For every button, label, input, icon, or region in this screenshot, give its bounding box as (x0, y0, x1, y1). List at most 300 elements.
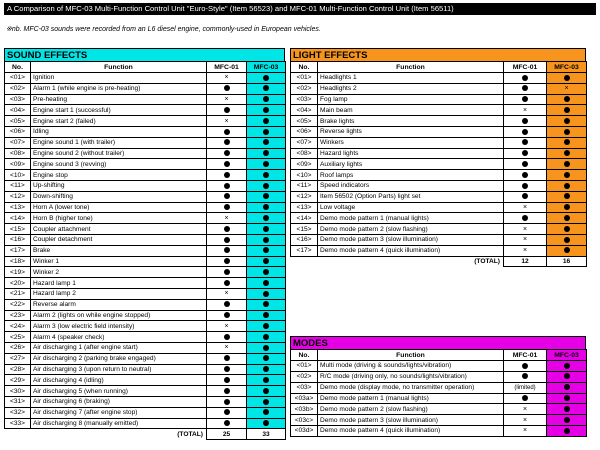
mfc01-cell (207, 396, 247, 407)
table-row (291, 234, 587, 245)
check-dot-icon (224, 172, 230, 178)
check-dot-icon (522, 129, 528, 135)
check-dot-icon (522, 363, 528, 369)
row-number: <17> (5, 245, 31, 256)
row-function: Air discharging 3 (upon return to neutral) (31, 364, 207, 375)
mfc03-cell (547, 393, 587, 404)
row-function: Low voltage (318, 202, 504, 213)
row-function: Demo mode pattern 4 (quick illumination) (318, 425, 504, 436)
row-number: <07> (291, 137, 318, 148)
row-function: Demo mode pattern 2 (slow flashing) (318, 404, 504, 415)
check-dot-icon (224, 258, 230, 264)
check-dot-icon (564, 204, 570, 210)
row-function: Coupler attachment (31, 224, 207, 235)
check-dot-icon (564, 139, 570, 145)
check-dot-icon (263, 139, 269, 145)
check-dot-icon (224, 420, 230, 426)
check-dot-icon (564, 417, 570, 423)
check-dot-icon (522, 183, 528, 189)
check-dot-icon (263, 204, 269, 210)
cross-mark: × (224, 74, 229, 82)
row-function: Headlights 1 (318, 73, 504, 84)
table-row (291, 404, 587, 415)
mfc01-cell (504, 191, 547, 202)
mfc03-cell (247, 245, 286, 256)
row-number: <12> (291, 191, 318, 202)
light-effects-rows (291, 73, 587, 257)
row-number: <18> (5, 256, 31, 267)
col-header-no: No. (291, 62, 318, 73)
table-header-row (291, 62, 587, 73)
row-number: <01> (291, 73, 318, 84)
mfc03-cell (247, 234, 286, 245)
table-row (291, 126, 587, 137)
check-dot-icon (263, 334, 269, 340)
mfc03-cell (547, 180, 587, 191)
mfc03-cell (247, 213, 286, 224)
mfc01-cell (207, 116, 247, 127)
row-number: <04> (291, 105, 318, 116)
mfc01-cell (504, 180, 547, 191)
check-dot-icon (522, 373, 528, 379)
table-row (291, 180, 587, 191)
table-row (291, 159, 587, 170)
check-dot-icon (564, 395, 570, 401)
check-dot-icon (224, 204, 230, 210)
sound-effects-rows (5, 73, 286, 429)
mfc03-cell (247, 180, 286, 191)
col-header-no: No. (5, 62, 31, 73)
table-row (5, 267, 286, 278)
cross-mark: × (224, 117, 229, 125)
row-number: <10> (5, 170, 31, 181)
check-dot-icon (564, 215, 570, 221)
row-function: Demo mode (display mode, no transmitter operation) (318, 382, 504, 393)
mfc03-cell (247, 83, 286, 94)
mfc01-cell (504, 245, 547, 256)
mfc03-cell (247, 353, 286, 364)
row-function: Speed indicators (318, 180, 504, 191)
table-row (291, 105, 587, 116)
table-row (5, 224, 286, 235)
mfc01-cell (207, 375, 247, 386)
cross-mark: × (224, 322, 229, 330)
check-dot-icon (263, 172, 269, 178)
mfc03-cell (247, 116, 286, 127)
check-dot-icon (263, 129, 269, 135)
total-mfc03: 33 (247, 429, 286, 440)
mfc01-cell (207, 418, 247, 429)
col-header-mfc01: MFC-01 (504, 62, 547, 73)
check-dot-icon (263, 280, 269, 286)
check-dot-icon (564, 247, 570, 253)
table-row (5, 180, 286, 191)
mfc03-cell (547, 361, 587, 372)
check-dot-icon (564, 172, 570, 178)
check-dot-icon (263, 258, 269, 264)
row-function: Alarm 2 (lights on while engine stopped) (31, 310, 207, 321)
mfc03-cell (247, 375, 286, 386)
check-dot-icon (522, 96, 528, 102)
mfc03-cell (247, 159, 286, 170)
row-function: Air discharging 1 (after engine start) (31, 342, 207, 353)
cross-mark: × (564, 85, 569, 93)
table-row (291, 371, 587, 382)
total-mfc01: 12 (504, 256, 547, 267)
row-function: Demo mode pattern 4 (quick illumination) (318, 245, 504, 256)
row-function: Reverse alarm (31, 299, 207, 310)
mfc01-cell (504, 224, 547, 235)
table-row (5, 126, 286, 137)
mfc03-cell (547, 159, 587, 170)
row-number: <03> (5, 94, 31, 105)
check-dot-icon (263, 355, 269, 361)
mfc01-cell (207, 310, 247, 321)
cross-mark: × (522, 203, 528, 211)
mfc03-cell (247, 137, 286, 148)
check-dot-icon (522, 172, 528, 178)
cross-mark: × (522, 236, 528, 244)
row-number: <23> (5, 310, 31, 321)
mfc03-cell (547, 404, 587, 415)
check-dot-icon (522, 85, 528, 91)
mfc03-cell (247, 386, 286, 397)
check-dot-icon (263, 96, 269, 102)
mfc03-cell (547, 234, 587, 245)
check-dot-icon (224, 377, 230, 383)
mfc01-cell (504, 234, 547, 245)
row-function: Demo mode pattern 1 (manual lights) (318, 393, 504, 404)
mfc01-cell (504, 137, 547, 148)
mfc01-cell (207, 105, 247, 116)
row-function: Up-shifting (31, 180, 207, 191)
table-row (5, 321, 286, 332)
check-dot-icon (564, 193, 570, 199)
modes-rows (291, 361, 587, 437)
check-dot-icon (224, 409, 230, 415)
check-dot-icon (564, 373, 570, 379)
check-dot-icon (263, 301, 269, 307)
check-dot-icon (224, 366, 230, 372)
cell-text: (limited) (514, 384, 536, 391)
table-row (5, 159, 286, 170)
row-number: <07> (5, 137, 31, 148)
table-row (5, 288, 286, 299)
mfc01-cell (207, 137, 247, 148)
mfc01-cell (504, 148, 547, 159)
row-function: Winker 2 (31, 267, 207, 278)
check-dot-icon (263, 118, 269, 124)
col-header-mfc03: MFC-03 (247, 62, 286, 73)
row-function: Multi mode (driving & sounds/lights/vibration) (318, 361, 504, 372)
cross-mark: × (522, 106, 528, 114)
table-row (5, 213, 286, 224)
table-row (5, 245, 286, 256)
mfc01-cell (207, 94, 247, 105)
row-function: Roof lamps (318, 170, 504, 181)
mfc01-cell (207, 278, 247, 289)
row-function: Demo mode pattern 2 (slow flashing) (318, 224, 504, 235)
table-row (5, 364, 286, 375)
table-row (291, 382, 587, 393)
row-function: Alarm 1 (while engine is pre-heating) (31, 83, 207, 94)
row-function: Brake (31, 245, 207, 256)
row-number: <26> (5, 342, 31, 353)
row-function: Brake lights (318, 116, 504, 127)
row-function: Air discharging 7 (after engine stop) (31, 407, 207, 418)
row-number: <14> (5, 213, 31, 224)
mfc03-cell (547, 94, 587, 105)
check-dot-icon (564, 118, 570, 124)
mfc03-cell (547, 371, 587, 382)
mfc03-cell (247, 321, 286, 332)
table-row (5, 73, 286, 84)
mfc03-cell (247, 202, 286, 213)
row-number: <24> (5, 321, 31, 332)
mfc03-cell (247, 73, 286, 84)
row-function: Engine start 2 (failed) (31, 116, 207, 127)
row-function: Engine stop (31, 170, 207, 181)
row-number: <08> (291, 148, 318, 159)
sound-effects-panel (4, 48, 285, 440)
check-dot-icon (263, 323, 269, 329)
row-number: <13> (291, 202, 318, 213)
table-row (5, 202, 286, 213)
check-dot-icon (564, 150, 570, 156)
check-dot-icon (263, 409, 269, 415)
row-number: <03> (291, 94, 318, 105)
row-function: Coupler detachment (31, 234, 207, 245)
row-function: R/C mode (driving only, no sounds/lights/vibration) (318, 371, 504, 382)
row-number: <29> (5, 375, 31, 386)
row-number: <06> (291, 126, 318, 137)
row-number: <01> (5, 73, 31, 84)
row-function: Engine sound 1 (with trailer) (31, 137, 207, 148)
mfc01-cell (207, 321, 247, 332)
mfc03-cell (247, 396, 286, 407)
row-number: <28> (5, 364, 31, 375)
mfc03-cell (547, 126, 587, 137)
mfc03-cell (247, 288, 286, 299)
mfc03-cell (547, 191, 587, 202)
mfc03-cell (247, 126, 286, 137)
check-dot-icon (263, 161, 269, 167)
row-function: Item 56502 (Option Parts) light set (318, 191, 504, 202)
footnote: ※nb. MFC-03 sounds were recorded from an L6 diesel engine, commonly-used in European vehicles. (6, 26, 321, 33)
table-row (5, 386, 286, 397)
light-effects-panel (290, 48, 586, 267)
check-dot-icon (224, 226, 230, 232)
mfc03-cell (247, 148, 286, 159)
check-dot-icon (224, 150, 230, 156)
mfc03-cell (247, 278, 286, 289)
row-number: <14> (291, 213, 318, 224)
cross-mark: × (522, 225, 528, 233)
sound-effects-table (4, 61, 286, 440)
check-dot-icon (224, 399, 230, 405)
check-dot-icon (224, 269, 230, 275)
mfc01-cell (504, 361, 547, 372)
row-function: Air discharging 5 (when running) (31, 386, 207, 397)
modes-title: MODES (290, 336, 586, 349)
check-dot-icon (564, 96, 570, 102)
check-dot-icon (522, 139, 528, 145)
table-row (5, 94, 286, 105)
mfc01-cell (207, 245, 247, 256)
row-number: <09> (291, 159, 318, 170)
row-number: <16> (291, 234, 318, 245)
col-header-mfc03: MFC-03 (547, 350, 587, 361)
row-function: Air discharging 8 (manually emitted) (31, 418, 207, 429)
row-number: <15> (5, 224, 31, 235)
row-function: Demo mode pattern 3 (slow illumination) (318, 234, 504, 245)
mfc01-cell (207, 159, 247, 170)
table-row (291, 94, 587, 105)
mfc01-cell (504, 425, 547, 436)
col-header-function: Function (318, 62, 504, 73)
mfc03-cell (547, 202, 587, 213)
mfc03-cell (247, 407, 286, 418)
table-row (291, 83, 587, 94)
table-row (291, 224, 587, 235)
mfc01-cell (207, 256, 247, 267)
check-dot-icon (522, 215, 528, 221)
row-number: <25> (5, 332, 31, 343)
mfc01-cell (504, 382, 547, 393)
row-function: Ignition (31, 73, 207, 84)
row-function: Engine sound 3 (revving) (31, 159, 207, 170)
table-row (5, 170, 286, 181)
row-function: Main beam (318, 105, 504, 116)
mfc03-cell (547, 382, 587, 393)
mfc01-cell (504, 94, 547, 105)
mfc03-cell (547, 116, 587, 127)
row-function: Air discharging 2 (parking brake engaged) (31, 353, 207, 364)
mfc01-cell (504, 116, 547, 127)
row-function: Hazard lamp 2 (31, 288, 207, 299)
row-number: <31> (5, 396, 31, 407)
cross-mark: × (224, 290, 229, 298)
table-row (291, 137, 587, 148)
row-number: <02> (291, 83, 318, 94)
table-row (291, 73, 587, 84)
mfc01-cell (207, 224, 247, 235)
check-dot-icon (564, 363, 570, 369)
check-dot-icon (263, 85, 269, 91)
row-function: Demo mode pattern 1 (manual lights) (318, 213, 504, 224)
row-number: <02> (291, 371, 318, 382)
mfc01-cell (504, 213, 547, 224)
row-function: Demo mode pattern 3 (slow illumination) (318, 415, 504, 426)
mfc03-cell (547, 83, 587, 94)
check-dot-icon (224, 85, 230, 91)
mfc01-cell (504, 105, 547, 116)
table-row (5, 83, 286, 94)
table-row (5, 191, 286, 202)
table-row (5, 418, 286, 429)
table-row (5, 353, 286, 364)
mfc01-cell (207, 353, 247, 364)
mfc01-cell (504, 393, 547, 404)
row-number: <11> (5, 180, 31, 191)
mfc01-cell (207, 148, 247, 159)
table-row (5, 116, 286, 127)
check-dot-icon (522, 118, 528, 124)
mfc01-cell (207, 191, 247, 202)
check-dot-icon (522, 395, 528, 401)
cross-mark: × (522, 405, 528, 413)
table-row (291, 170, 587, 181)
check-dot-icon (263, 420, 269, 426)
check-dot-icon (224, 280, 230, 286)
mfc03-cell (547, 170, 587, 181)
cross-mark: × (224, 344, 229, 352)
table-row (5, 396, 286, 407)
check-dot-icon (263, 150, 269, 156)
col-header-function: Function (31, 62, 207, 73)
modes-table (290, 349, 587, 437)
row-number: <08> (5, 148, 31, 159)
row-number: <03b> (291, 404, 318, 415)
row-function: Winker 1 (31, 256, 207, 267)
mfc03-cell (547, 148, 587, 159)
check-dot-icon (522, 150, 528, 156)
mfc03-cell (547, 73, 587, 84)
row-number: <15> (291, 224, 318, 235)
check-dot-icon (263, 226, 269, 232)
check-dot-icon (224, 312, 230, 318)
mfc01-cell (207, 407, 247, 418)
check-dot-icon (564, 183, 570, 189)
cross-mark: × (522, 427, 528, 435)
row-number: <30> (5, 386, 31, 397)
mfc01-cell (207, 83, 247, 94)
row-number: <04> (5, 105, 31, 116)
mfc01-cell (504, 159, 547, 170)
check-dot-icon (224, 355, 230, 361)
mfc01-cell (504, 73, 547, 84)
mfc01-cell (207, 288, 247, 299)
mfc03-cell (247, 267, 286, 278)
mfc03-cell (547, 105, 587, 116)
light-effects-title: LIGHT EFFECTS (290, 48, 586, 61)
mfc03-cell (547, 415, 587, 426)
mfc03-cell (247, 332, 286, 343)
row-function: Hazard lamp 1 (31, 278, 207, 289)
table-row (5, 375, 286, 386)
mfc01-cell (207, 267, 247, 278)
row-number: <02> (5, 83, 31, 94)
table-row (291, 415, 587, 426)
check-dot-icon (224, 129, 230, 135)
check-dot-icon (263, 215, 269, 221)
table-row (5, 256, 286, 267)
modes-panel (290, 336, 586, 437)
check-dot-icon (224, 107, 230, 113)
mfc03-cell (247, 256, 286, 267)
row-number: <27> (5, 353, 31, 364)
check-dot-icon (263, 107, 269, 113)
mfc03-cell (547, 213, 587, 224)
row-function: Air discharging 4 (idling) (31, 375, 207, 386)
cross-mark: × (224, 214, 229, 222)
check-dot-icon (224, 183, 230, 189)
check-dot-icon (224, 193, 230, 199)
row-number: <05> (5, 116, 31, 127)
check-dot-icon (564, 428, 570, 434)
mfc03-cell (247, 105, 286, 116)
sound-effects-title: SOUND EFFECTS (4, 48, 285, 61)
